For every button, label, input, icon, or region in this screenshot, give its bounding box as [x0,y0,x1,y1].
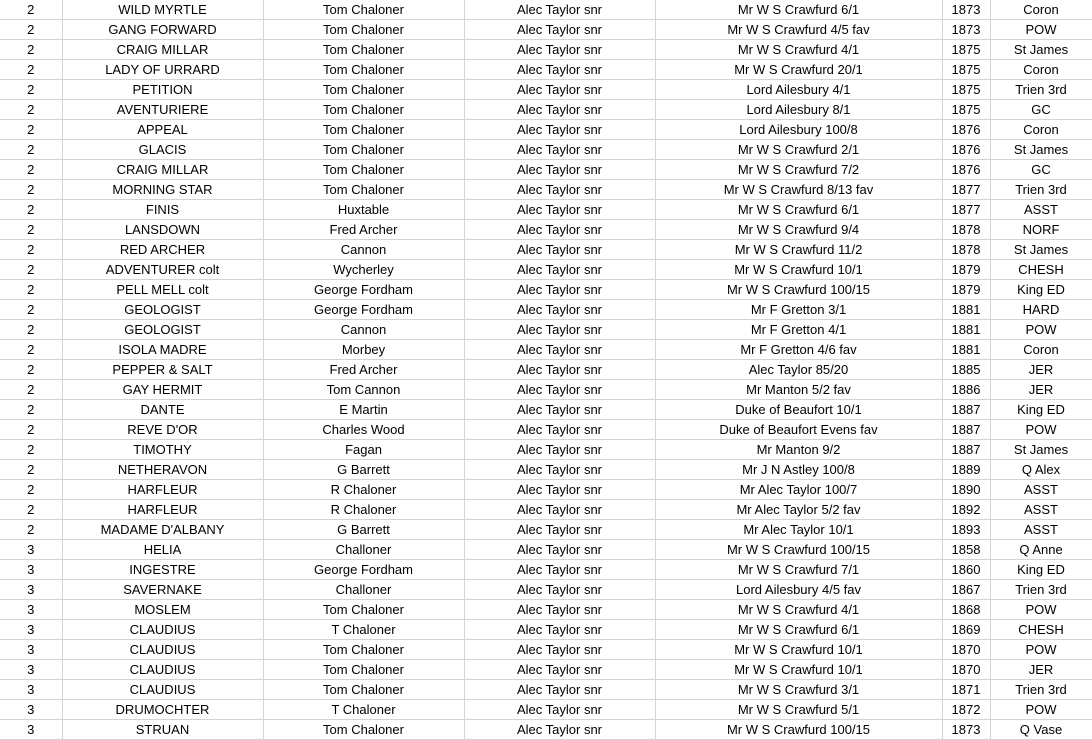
jockey-cell[interactable]: George Fordham [263,280,464,300]
age-cell[interactable]: 3 [0,700,62,720]
jockey-cell[interactable]: Tom Cannon [263,380,464,400]
owner-odds-cell[interactable]: Mr W S Crawfurd 9/4 [655,220,942,240]
jockey-cell[interactable]: Tom Chaloner [263,40,464,60]
year-cell[interactable]: 1881 [942,340,990,360]
race-cell[interactable]: CHESH [990,260,1092,280]
year-cell[interactable]: 1873 [942,0,990,20]
table-row [0,200,1092,220]
horse-cell[interactable]: DANTE [62,400,263,420]
race-cell[interactable]: ASST [990,500,1092,520]
trainer-cell[interactable]: Alec Taylor snr [464,20,655,40]
year-cell[interactable]: 1881 [942,300,990,320]
horse-cell[interactable]: NETHERAVON [62,460,263,480]
trainer-cell[interactable]: Alec Taylor snr [464,300,655,320]
age-cell[interactable]: 3 [0,720,62,740]
horse-cell[interactable]: PEPPER & SALT [62,360,263,380]
jockey-cell[interactable]: Tom Chaloner [263,100,464,120]
race-cell[interactable]: Coron [990,120,1092,140]
race-cell[interactable]: Q Alex [990,460,1092,480]
year-cell[interactable]: 1890 [942,480,990,500]
trainer-cell[interactable]: Alec Taylor snr [464,720,655,740]
age-cell[interactable]: 2 [0,180,62,200]
age-cell[interactable]: 2 [0,300,62,320]
table-row [0,160,1092,180]
race-cell[interactable]: JER [990,360,1092,380]
year-cell[interactable]: 1893 [942,520,990,540]
jockey-cell[interactable]: G Barrett [263,520,464,540]
age-cell[interactable]: 2 [0,260,62,280]
jockey-cell[interactable]: Morbey [263,340,464,360]
table-row [0,620,1092,640]
age-cell[interactable]: 2 [0,140,62,160]
owner-odds-cell[interactable]: Mr W S Crawfurd 10/1 [655,640,942,660]
owner-odds-cell[interactable]: Mr W S Crawfurd 2/1 [655,140,942,160]
trainer-cell[interactable]: Alec Taylor snr [464,500,655,520]
horse-cell[interactable]: CRAIG MILLAR [62,40,263,60]
horse-cell[interactable]: CLAUDIUS [62,660,263,680]
table-row [0,380,1092,400]
table-row [0,180,1092,200]
owner-odds-cell[interactable]: Mr W S Crawfurd 4/1 [655,40,942,60]
owner-odds-cell[interactable]: Mr W S Crawfurd 6/1 [655,620,942,640]
owner-odds-cell[interactable]: Lord Ailesbury 100/8 [655,120,942,140]
trainer-cell[interactable]: Alec Taylor snr [464,480,655,500]
owner-odds-cell[interactable]: Mr W S Crawfurd 4/5 fav [655,20,942,40]
age-cell[interactable]: 2 [0,240,62,260]
jockey-cell[interactable]: Tom Chaloner [263,180,464,200]
table-row [0,20,1092,40]
trainer-cell[interactable]: Alec Taylor snr [464,380,655,400]
year-cell[interactable]: 1875 [942,80,990,100]
year-cell[interactable]: 1876 [942,120,990,140]
horse-cell[interactable]: CRAIG MILLAR [62,160,263,180]
owner-odds-cell[interactable]: Mr W S Crawfurd 20/1 [655,60,942,80]
jockey-cell[interactable]: T Chaloner [263,700,464,720]
trainer-cell[interactable]: Alec Taylor snr [464,540,655,560]
table-row [0,300,1092,320]
jockey-cell[interactable]: E Martin [263,400,464,420]
jockey-cell[interactable]: Tom Chaloner [263,140,464,160]
owner-odds-cell[interactable]: Mr F Gretton 4/1 [655,320,942,340]
race-cell[interactable]: Q Vase [990,720,1092,740]
horse-cell[interactable]: HELIA [62,540,263,560]
trainer-cell[interactable]: Alec Taylor snr [464,360,655,380]
table-row [0,460,1092,480]
owner-odds-cell[interactable]: Mr Manton 9/2 [655,440,942,460]
owner-odds-cell[interactable]: Mr W S Crawfurd 100/15 [655,540,942,560]
owner-odds-cell[interactable]: Lord Ailesbury 8/1 [655,100,942,120]
horse-cell[interactable]: HARFLEUR [62,500,263,520]
year-cell[interactable]: 1879 [942,280,990,300]
jockey-cell[interactable]: Fred Archer [263,360,464,380]
table-row [0,320,1092,340]
age-cell[interactable]: 3 [0,580,62,600]
horse-cell[interactable]: WILD MYRTLE [62,0,263,20]
horse-cell[interactable]: CLAUDIUS [62,620,263,640]
horse-cell[interactable]: INGESTRE [62,560,263,580]
jockey-cell[interactable]: G Barrett [263,460,464,480]
owner-odds-cell[interactable]: Mr W S Crawfurd 7/2 [655,160,942,180]
year-cell[interactable]: 1875 [942,60,990,80]
horse-cell[interactable]: SAVERNAKE [62,580,263,600]
table-row [0,700,1092,720]
table-row [0,140,1092,160]
jockey-cell[interactable]: Tom Chaloner [263,160,464,180]
year-cell[interactable]: 1870 [942,640,990,660]
trainer-cell[interactable]: Alec Taylor snr [464,160,655,180]
horse-cell[interactable]: LANSDOWN [62,220,263,240]
age-cell[interactable]: 2 [0,480,62,500]
age-cell[interactable]: 3 [0,560,62,580]
jockey-cell[interactable]: Challoner [263,540,464,560]
jockey-cell[interactable]: R Chaloner [263,480,464,500]
race-cell[interactable]: St James [990,440,1092,460]
jockey-cell[interactable]: George Fordham [263,300,464,320]
year-cell[interactable]: 1877 [942,180,990,200]
year-cell[interactable]: 1887 [942,400,990,420]
table-row [0,80,1092,100]
race-cell[interactable]: POW [990,320,1092,340]
trainer-cell[interactable]: Alec Taylor snr [464,140,655,160]
race-cell[interactable]: POW [990,700,1092,720]
trainer-cell[interactable]: Alec Taylor snr [464,200,655,220]
horse-cell[interactable]: GLACIS [62,140,263,160]
jockey-cell[interactable]: Fagan [263,440,464,460]
race-cell[interactable]: Coron [990,60,1092,80]
jockey-cell[interactable]: R Chaloner [263,500,464,520]
owner-odds-cell[interactable]: Mr W S Crawfurd 6/1 [655,200,942,220]
owner-odds-cell[interactable]: Mr Alec Taylor 10/1 [655,520,942,540]
race-cell[interactable]: King ED [990,560,1092,580]
age-cell[interactable]: 3 [0,660,62,680]
age-cell[interactable]: 3 [0,640,62,660]
year-cell[interactable]: 1887 [942,420,990,440]
horse-cell[interactable]: ISOLA MADRE [62,340,263,360]
trainer-cell[interactable]: Alec Taylor snr [464,660,655,680]
race-cell[interactable]: JER [990,380,1092,400]
owner-odds-cell[interactable]: Mr Manton 5/2 fav [655,380,942,400]
trainer-cell[interactable]: Alec Taylor snr [464,40,655,60]
table-row [0,420,1092,440]
age-cell[interactable]: 3 [0,680,62,700]
owner-odds-cell[interactable]: Mr Alec Taylor 5/2 fav [655,500,942,520]
table-row [0,400,1092,420]
horse-cell[interactable]: APPEAL [62,120,263,140]
owner-odds-cell[interactable]: Mr Alec Taylor 100/7 [655,480,942,500]
trainer-cell[interactable]: Alec Taylor snr [464,640,655,660]
table-row [0,40,1092,60]
race-cell[interactable]: Q Anne [990,540,1092,560]
age-cell[interactable]: 2 [0,280,62,300]
race-cell[interactable]: St James [990,240,1092,260]
table-row [0,220,1092,240]
jockey-cell[interactable]: Tom Chaloner [263,680,464,700]
trainer-cell[interactable]: Alec Taylor snr [464,80,655,100]
table-row [0,600,1092,620]
trainer-cell[interactable]: Alec Taylor snr [464,100,655,120]
year-cell[interactable]: 1875 [942,40,990,60]
race-cell[interactable]: ASST [990,200,1092,220]
age-cell[interactable]: 2 [0,420,62,440]
jockey-cell[interactable]: Tom Chaloner [263,640,464,660]
age-cell[interactable]: 2 [0,40,62,60]
jockey-cell[interactable]: Cannon [263,320,464,340]
age-cell[interactable]: 2 [0,360,62,380]
trainer-cell[interactable]: Alec Taylor snr [464,600,655,620]
year-cell[interactable]: 1879 [942,260,990,280]
trainer-cell[interactable]: Alec Taylor snr [464,280,655,300]
race-cell[interactable]: King ED [990,400,1092,420]
age-cell[interactable]: 2 [0,100,62,120]
trainer-cell[interactable]: Alec Taylor snr [464,680,655,700]
year-cell[interactable]: 1871 [942,680,990,700]
trainer-cell[interactable]: Alec Taylor snr [464,340,655,360]
owner-odds-cell[interactable]: Mr W S Crawfurd 100/15 [655,280,942,300]
jockey-cell[interactable]: Tom Chaloner [263,660,464,680]
race-cell[interactable]: NORF [990,220,1092,240]
year-cell[interactable]: 1867 [942,580,990,600]
table-row [0,340,1092,360]
age-cell[interactable]: 2 [0,160,62,180]
table-row [0,540,1092,560]
race-cell[interactable]: HARD [990,300,1092,320]
year-cell[interactable]: 1858 [942,540,990,560]
year-cell[interactable]: 1873 [942,720,990,740]
jockey-cell[interactable]: Tom Chaloner [263,60,464,80]
trainer-cell[interactable]: Alec Taylor snr [464,400,655,420]
year-cell[interactable]: 1878 [942,240,990,260]
table-row [0,440,1092,460]
horse-cell[interactable]: CLAUDIUS [62,680,263,700]
trainer-cell[interactable]: Alec Taylor snr [464,560,655,580]
table-row [0,720,1092,740]
jockey-cell[interactable]: Tom Chaloner [263,80,464,100]
race-cell[interactable]: CHESH [990,620,1092,640]
age-cell[interactable]: 2 [0,440,62,460]
table-row [0,640,1092,660]
table-row [0,360,1092,380]
age-cell[interactable]: 2 [0,460,62,480]
horse-cell[interactable]: PETITION [62,80,263,100]
owner-odds-cell[interactable]: Mr W S Crawfurd 3/1 [655,680,942,700]
table-row [0,60,1092,80]
race-cell[interactable]: St James [990,40,1092,60]
race-cell[interactable]: POW [990,420,1092,440]
owner-odds-cell[interactable]: Mr W S Crawfurd 8/13 fav [655,180,942,200]
table-row [0,240,1092,260]
age-cell[interactable]: 2 [0,120,62,140]
jockey-cell[interactable]: Tom Chaloner [263,600,464,620]
race-cell[interactable]: King ED [990,280,1092,300]
horse-cell[interactable]: GEOLOGIST [62,320,263,340]
age-cell[interactable]: 2 [0,220,62,240]
trainer-cell[interactable]: Alec Taylor snr [464,460,655,480]
owner-odds-cell[interactable]: Duke of Beaufort Evens fav [655,420,942,440]
trainer-cell[interactable]: Alec Taylor snr [464,580,655,600]
table-row [0,520,1092,540]
trainer-cell[interactable]: Alec Taylor snr [464,320,655,340]
race-cell[interactable]: Trien 3rd [990,80,1092,100]
table-row [0,560,1092,580]
table-row [0,120,1092,140]
race-cell[interactable]: POW [990,600,1092,620]
age-cell[interactable]: 2 [0,500,62,520]
year-cell[interactable]: 1873 [942,20,990,40]
year-cell[interactable]: 1886 [942,380,990,400]
age-cell[interactable]: 2 [0,340,62,360]
trainer-cell[interactable]: Alec Taylor snr [464,220,655,240]
owner-odds-cell[interactable]: Mr W S Crawfurd 7/1 [655,560,942,580]
trainer-cell[interactable]: Alec Taylor snr [464,120,655,140]
age-cell[interactable]: 2 [0,200,62,220]
year-cell[interactable]: 1875 [942,100,990,120]
owner-odds-cell[interactable]: Mr J N Astley 100/8 [655,460,942,480]
horse-cell[interactable]: DRUMOCHTER [62,700,263,720]
owner-odds-cell[interactable]: Lord Ailesbury 4/1 [655,80,942,100]
age-cell[interactable]: 2 [0,380,62,400]
horse-cell[interactable]: REVE D'OR [62,420,263,440]
race-cell[interactable]: ASST [990,480,1092,500]
trainer-cell[interactable]: Alec Taylor snr [464,0,655,20]
table-row [0,680,1092,700]
age-cell[interactable]: 2 [0,20,62,40]
age-cell[interactable]: 3 [0,600,62,620]
year-cell[interactable]: 1876 [942,140,990,160]
jockey-cell[interactable]: Fred Archer [263,220,464,240]
race-cell[interactable]: GC [990,160,1092,180]
table-row [0,500,1092,520]
owner-odds-cell[interactable]: Mr W S Crawfurd 10/1 [655,260,942,280]
age-cell[interactable]: 2 [0,400,62,420]
year-cell[interactable]: 1889 [942,460,990,480]
race-cell[interactable]: St James [990,140,1092,160]
table-row [0,660,1092,680]
owner-odds-cell[interactable]: Lord Ailesbury 4/5 fav [655,580,942,600]
jockey-cell[interactable]: Huxtable [263,200,464,220]
owner-odds-cell[interactable]: Duke of Beaufort 10/1 [655,400,942,420]
owner-odds-cell[interactable]: Mr W S Crawfurd 10/1 [655,660,942,680]
horse-cell[interactable]: GANG FORWARD [62,20,263,40]
owner-odds-cell[interactable]: Mr F Gretton 4/6 fav [655,340,942,360]
horse-cell[interactable]: RED ARCHER [62,240,263,260]
horse-cell[interactable]: TIMOTHY [62,440,263,460]
trainer-cell[interactable]: Alec Taylor snr [464,180,655,200]
jockey-cell[interactable]: T Chaloner [263,620,464,640]
jockey-cell[interactable]: Tom Chaloner [263,20,464,40]
age-cell[interactable]: 3 [0,620,62,640]
year-cell[interactable]: 1892 [942,500,990,520]
year-cell[interactable]: 1860 [942,560,990,580]
owner-odds-cell[interactable]: Mr W S Crawfurd 5/1 [655,700,942,720]
owner-odds-cell[interactable]: Mr F Gretton 3/1 [655,300,942,320]
race-cell[interactable]: Trien 3rd [990,680,1092,700]
owner-odds-cell[interactable]: Mr W S Crawfurd 100/15 [655,720,942,740]
trainer-cell[interactable]: Alec Taylor snr [464,620,655,640]
jockey-cell[interactable]: Tom Chaloner [263,720,464,740]
age-cell[interactable]: 2 [0,0,62,20]
trainer-cell[interactable]: Alec Taylor snr [464,240,655,260]
table-row [0,480,1092,500]
year-cell[interactable]: 1872 [942,700,990,720]
table-row [0,260,1092,280]
table-row [0,100,1092,120]
horse-cell[interactable]: CLAUDIUS [62,640,263,660]
race-cell[interactable]: GC [990,100,1092,120]
jockey-cell[interactable]: Challoner [263,580,464,600]
year-cell[interactable]: 1876 [942,160,990,180]
table-row [0,280,1092,300]
trainer-cell[interactable]: Alec Taylor snr [464,700,655,720]
year-cell[interactable]: 1869 [942,620,990,640]
race-cell[interactable]: JER [990,660,1092,680]
horse-cell[interactable]: FINIS [62,200,263,220]
table-row [0,0,1092,20]
race-cell[interactable]: ASST [990,520,1092,540]
year-cell[interactable]: 1868 [942,600,990,620]
age-cell[interactable]: 2 [0,520,62,540]
year-cell[interactable]: 1870 [942,660,990,680]
year-cell[interactable]: 1877 [942,200,990,220]
horse-cell[interactable]: GEOLOGIST [62,300,263,320]
owner-odds-cell[interactable]: Mr W S Crawfurd 11/2 [655,240,942,260]
trainer-cell[interactable]: Alec Taylor snr [464,440,655,460]
owner-odds-cell[interactable]: Alec Taylor 85/20 [655,360,942,380]
horse-cell[interactable]: GAY HERMIT [62,380,263,400]
race-cell[interactable]: Coron [990,340,1092,360]
race-cell[interactable]: POW [990,20,1092,40]
horse-cell[interactable]: PELL MELL colt [62,280,263,300]
horse-cell[interactable]: ADVENTURER colt [62,260,263,280]
race-cell[interactable]: Trien 3rd [990,180,1092,200]
race-cell[interactable]: Trien 3rd [990,580,1092,600]
trainer-cell[interactable]: Alec Taylor snr [464,420,655,440]
horse-cell[interactable]: LADY OF URRARD [62,60,263,80]
age-cell[interactable]: 2 [0,80,62,100]
horse-cell[interactable]: AVENTURIERE [62,100,263,120]
table-row [0,580,1092,600]
race-cell[interactable]: Coron [990,0,1092,20]
jockey-cell[interactable]: Tom Chaloner [263,120,464,140]
jockey-cell[interactable]: Wycherley [263,260,464,280]
horse-cell[interactable]: MORNING STAR [62,180,263,200]
jockey-cell[interactable]: Charles Wood [263,420,464,440]
trainer-cell[interactable]: Alec Taylor snr [464,520,655,540]
year-cell[interactable]: 1881 [942,320,990,340]
age-cell[interactable]: 2 [0,60,62,80]
horse-cell[interactable]: MOSLEM [62,600,263,620]
horse-cell[interactable]: STRUAN [62,720,263,740]
jockey-cell[interactable]: George Fordham [263,560,464,580]
year-cell[interactable]: 1885 [942,360,990,380]
year-cell[interactable]: 1878 [942,220,990,240]
horse-cell[interactable]: MADAME D'ALBANY [62,520,263,540]
owner-odds-cell[interactable]: Mr W S Crawfurd 6/1 [655,0,942,20]
year-cell[interactable]: 1887 [942,440,990,460]
jockey-cell[interactable]: Cannon [263,240,464,260]
trainer-cell[interactable]: Alec Taylor snr [464,260,655,280]
age-cell[interactable]: 3 [0,540,62,560]
trainer-cell[interactable]: Alec Taylor snr [464,60,655,80]
owner-odds-cell[interactable]: Mr W S Crawfurd 4/1 [655,600,942,620]
race-cell[interactable]: POW [990,640,1092,660]
horse-cell[interactable]: HARFLEUR [62,480,263,500]
age-cell[interactable]: 2 [0,320,62,340]
jockey-cell[interactable]: Tom Chaloner [263,0,464,20]
